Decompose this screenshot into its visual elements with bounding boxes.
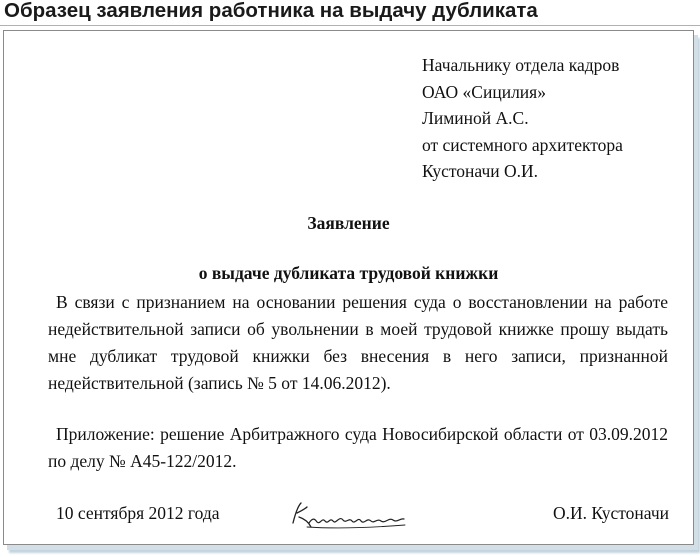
signature-row xyxy=(4,503,693,533)
signature-date: 10 сентября 2012 года xyxy=(56,503,220,523)
addressee-line: Начальнику отдела кадров xyxy=(422,55,620,75)
addressee-line: ОАО «Сицилия» xyxy=(422,81,546,102)
attachment-paragraph: Приложение: решение Арбитражного суда Новосибирской области от 03.09.2012 по делу № А45-122/2012. xyxy=(48,424,668,471)
addressee-line: Лиминой А.С. xyxy=(422,108,529,128)
page-title: Образец заявления работника на выдачу дубликата xyxy=(4,0,538,22)
document-title: Заявление xyxy=(307,213,390,233)
addressee-block xyxy=(422,52,692,185)
title-underline xyxy=(0,25,700,26)
document-subtitle: о выдаче дубликата трудовой книжки xyxy=(198,263,499,283)
addressee-line: Кустоначи О.И. xyxy=(422,161,539,181)
request-paragraph: В связи с признанием на основании решения суда о восстановлении на работе недействительной записи об увольнении в моей трудовой книжке прошу выдать мне дубликат трудовой книжки без внесения в него записи, признанной недействительной (запись № 5 от 14.06.2012). xyxy=(48,292,668,393)
application-document xyxy=(3,30,694,545)
signer-name: О.И. Кустоначи xyxy=(552,503,669,523)
addressee-line: от системного архитектора xyxy=(422,134,623,155)
handwritten-signature xyxy=(287,497,412,533)
